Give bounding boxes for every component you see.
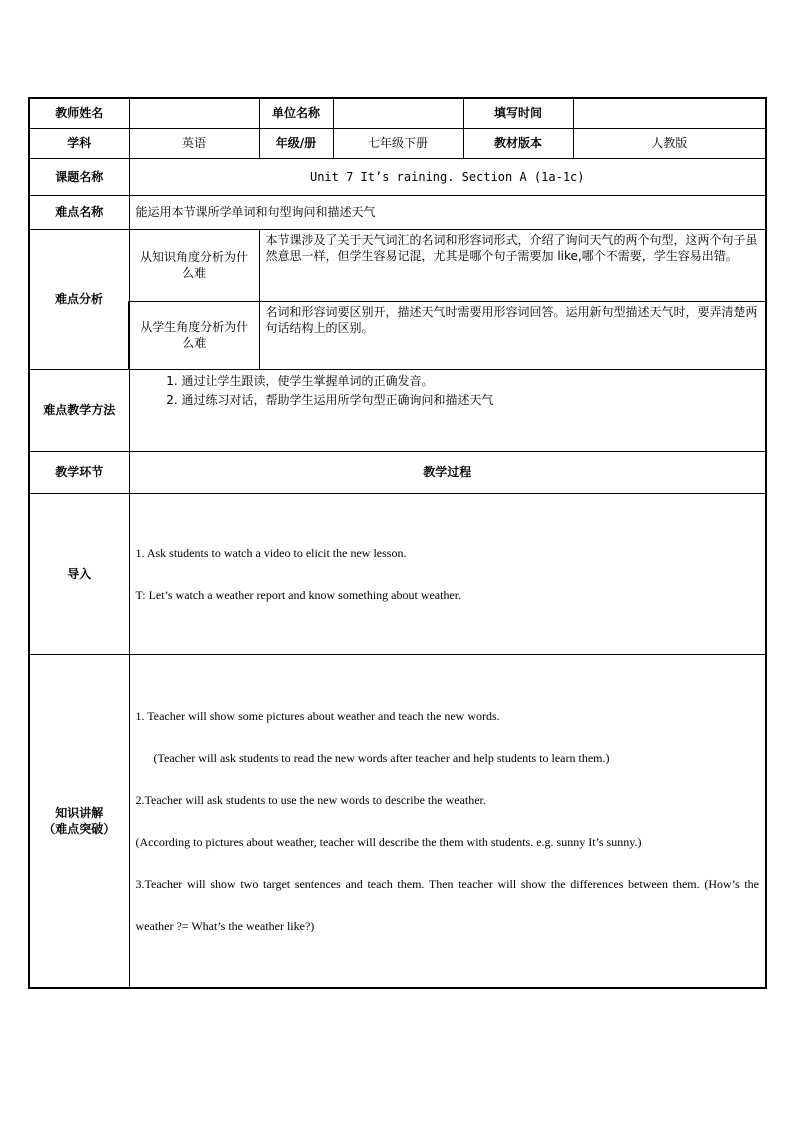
knowledge-label-line: 知识讲解 xyxy=(55,805,104,820)
knowledge-paragraph: (According to pictures about weather, teacher will describe the them with students. e.g. sunny It’s sunny.) xyxy=(135,834,642,849)
knowledge-paragraph: 1. Teacher will show some pictures about weather and teach the new words. xyxy=(135,708,500,723)
knowledge-content xyxy=(129,654,766,988)
intro-label: 导入 xyxy=(29,493,129,654)
subject-label: 学科 xyxy=(29,128,129,158)
lesson-plan-table xyxy=(28,97,767,989)
knowledge-paragraph: 2.Teacher will ask students to use the new words to describe the weather. xyxy=(135,792,486,807)
edition-value: 人教版 xyxy=(573,128,766,158)
lesson-title-row xyxy=(29,158,766,195)
process-label: 教学过程 xyxy=(129,451,766,493)
knowledge-row xyxy=(29,654,766,988)
grade-value: 七年级下册 xyxy=(333,128,463,158)
intro-line: T: Let’s watch a weather report and know something about weather. xyxy=(135,587,462,602)
lesson-title-label: 课题名称 xyxy=(29,158,129,195)
intro-content xyxy=(129,493,766,654)
difficulty-knowledge-row xyxy=(29,229,766,301)
method-item: 1. 通过让学生跟读，使学生掌握单词的正确发音。 xyxy=(182,372,760,391)
grade-label: 年级/册 xyxy=(259,128,333,158)
knowledge-angle-value: 本节课涉及了关于天气词汇的名词和形容词形式，介绍了询问天气的两个句型，这两个句子虽然意思一样，但学生容易记混，尤其是哪个句子需要加 like,哪个不需要，学生容易出错。 xyxy=(259,229,766,301)
method-item: 2. 通过练习对话，帮助学生运用所学句型正确询问和描述天气 xyxy=(182,391,760,410)
difficulty-student-row xyxy=(29,301,766,369)
student-angle-value: 名词和形容词要区别开，描述天气时需要用形容词回答。运用新句型描述天气时，要弄清楚两句话结构上的区别。 xyxy=(259,301,766,369)
unit-name-label: 单位名称 xyxy=(259,98,333,128)
fill-time-field[interactable] xyxy=(573,98,766,128)
stage-label: 教学环节 xyxy=(29,451,129,493)
unit-name-field[interactable] xyxy=(333,98,463,128)
header-row xyxy=(29,98,766,128)
teacher-name-field[interactable] xyxy=(129,98,259,128)
methods-list xyxy=(136,372,760,410)
intro-row xyxy=(29,493,766,654)
knowledge-paragraph: (Teacher will ask students to read the new words after teacher and help students to learn them.) xyxy=(153,750,610,765)
knowledge-label-line: （难点突破） xyxy=(43,821,116,836)
teacher-name-label: 教师姓名 xyxy=(29,98,129,128)
difficulty-name-label: 难点名称 xyxy=(29,195,129,229)
methods-label: 难点教学方法 xyxy=(29,369,129,451)
difficulty-analysis-label: 难点分析 xyxy=(29,229,129,369)
knowledge-paragraph: 3.Teacher will show two target sentences and teach them. Then teacher will show the differences between them. (How’s the weather ?= What’s the weather like?) xyxy=(135,876,759,933)
fill-time-label: 填写时间 xyxy=(463,98,573,128)
methods-row xyxy=(29,369,766,451)
methods-cell xyxy=(129,369,766,451)
process-header-row xyxy=(29,451,766,493)
student-angle-label: 从学生角度分析为什么难 xyxy=(129,301,259,369)
subject-value: 英语 xyxy=(129,128,259,158)
lesson-title-value: Unit 7 It’s raining. Section A (1a-1c) xyxy=(129,158,766,195)
knowledge-label xyxy=(29,654,129,988)
info-row xyxy=(29,128,766,158)
difficulty-name-value: 能运用本节课所学单词和句型询问和描述天气 xyxy=(129,195,766,229)
intro-line: 1. Ask students to watch a video to elicit the new lesson. xyxy=(135,545,407,560)
knowledge-angle-label: 从知识角度分析为什么难 xyxy=(129,229,259,301)
difficulty-name-row xyxy=(29,195,766,229)
edition-label: 教材版本 xyxy=(463,128,573,158)
